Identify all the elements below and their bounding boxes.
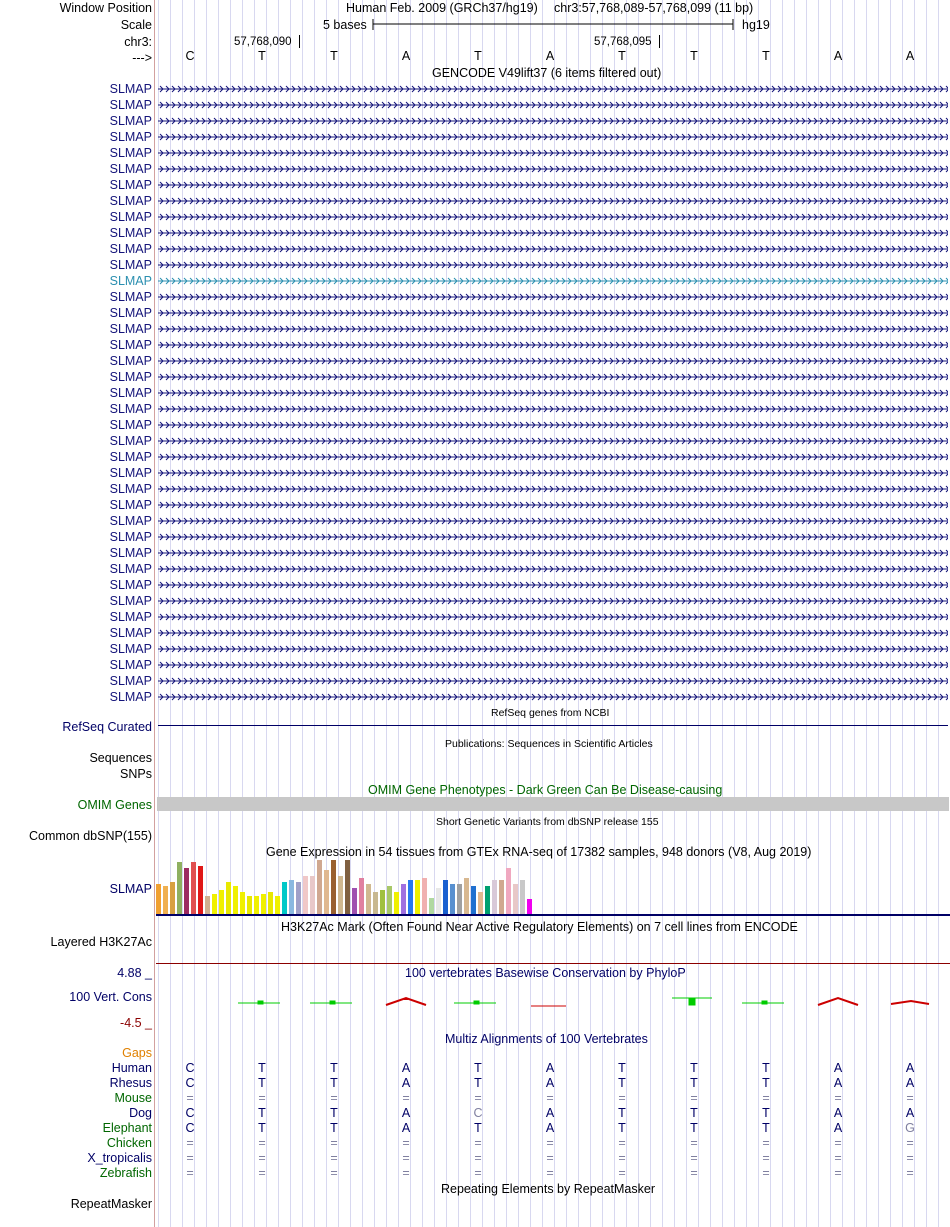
gencode-gene-label[interactable]: SLMAP	[109, 210, 152, 224]
multiz-base: =	[834, 1151, 842, 1165]
multiz-base: =	[762, 1136, 770, 1150]
multiz-base: =	[546, 1151, 554, 1165]
gencode-transcript[interactable]	[158, 516, 948, 526]
multiz-base: A	[401, 1061, 411, 1075]
gtex-title: Gene Expression in 54 tissues from GTEx RNA-seq of 17382 samples, 948 donors (V8, Aug 2019)	[266, 845, 812, 859]
gencode-gene-label[interactable]: SLMAP	[109, 562, 152, 576]
gtex-tissue-bar[interactable]	[387, 886, 392, 914]
assembly-text: Human Feb. 2009 (GRCh37/hg19)	[346, 1, 538, 15]
base-letter: T	[474, 49, 482, 63]
multiz-base: T	[330, 1121, 338, 1135]
scale-label: Scale	[120, 18, 152, 32]
base-letter: C	[185, 49, 195, 63]
multiz-base: T	[762, 1121, 770, 1135]
gencode-transcript[interactable]	[158, 356, 948, 366]
multiz-base: =	[546, 1166, 554, 1180]
gencode-gene-label[interactable]: SLMAP	[109, 578, 152, 592]
gencode-gene-label[interactable]: SLMAP	[109, 338, 152, 352]
gencode-transcript[interactable]	[158, 84, 948, 94]
multiz-base: T	[330, 1076, 338, 1090]
gtex-tissue-bar[interactable]	[366, 884, 371, 914]
gtex-tissue-bar[interactable]	[373, 892, 378, 914]
multiz-base: T	[618, 1106, 626, 1120]
gtex-label[interactable]: SLMAP	[109, 882, 152, 896]
multiz-base: =	[618, 1091, 626, 1105]
cons-label[interactable]: 100 Vert. Cons	[69, 990, 152, 1004]
multiz-base: T	[330, 1106, 338, 1120]
base-letter: T	[330, 49, 338, 63]
scale-text: 5 bases	[323, 18, 367, 32]
multiz-species-label[interactable]: Gaps	[122, 1046, 152, 1060]
gencode-transcript[interactable]	[158, 180, 948, 190]
gencode-gene-label[interactable]: SLMAP	[109, 290, 152, 304]
gencode-gene-label[interactable]: SLMAP	[109, 354, 152, 368]
gtex-tissue-bar[interactable]	[492, 880, 497, 914]
multiz-base: A	[545, 1061, 555, 1075]
gencode-transcript[interactable]	[158, 628, 948, 638]
gencode-gene-label[interactable]: SLMAP	[109, 610, 152, 624]
gencode-transcript[interactable]	[158, 436, 948, 446]
multiz-base: =	[474, 1166, 482, 1180]
gencode-gene-label[interactable]: SLMAP	[109, 242, 152, 256]
snp-label[interactable]: Common dbSNP(155)	[29, 829, 152, 843]
gtex-tissue-bar[interactable]	[415, 880, 420, 914]
multiz-base: G	[905, 1121, 915, 1135]
omim-label[interactable]: OMIM Genes	[77, 798, 152, 812]
gtex-tissue-bar[interactable]	[422, 878, 427, 914]
base-letter: A	[545, 49, 555, 63]
gencode-transcript[interactable]	[158, 532, 948, 542]
base-letter: T	[690, 49, 698, 63]
gencode-transcript[interactable]	[158, 244, 948, 254]
base-letter: A	[905, 49, 915, 63]
gtex-tissue-bar[interactable]	[380, 890, 385, 914]
gtex-tissue-bar[interactable]	[401, 884, 406, 914]
gencode-transcript[interactable]	[158, 196, 948, 206]
pubs-label-snps[interactable]: SNPs	[120, 767, 152, 781]
gtex-tissue-bar[interactable]	[394, 892, 399, 914]
pubs-label-sequences[interactable]: Sequences	[89, 751, 152, 765]
gencode-transcript[interactable]	[158, 404, 948, 414]
multiz-base: A	[401, 1076, 411, 1090]
multiz-base: T	[690, 1121, 698, 1135]
gtex-tissue-bar[interactable]	[506, 868, 511, 914]
multiz-base: =	[546, 1091, 554, 1105]
multiz-base: C	[185, 1106, 195, 1120]
gtex-tissue-bar[interactable]	[226, 882, 231, 914]
base-letter: T	[258, 49, 266, 63]
multiz-base: T	[690, 1076, 698, 1090]
multiz-base: =	[834, 1091, 842, 1105]
cons-min: -4.5 _	[120, 1016, 152, 1030]
gtex-tissue-bar[interactable]	[338, 876, 343, 914]
gencode-transcript[interactable]	[158, 228, 948, 238]
gtex-tissue-bar[interactable]	[408, 880, 413, 914]
refseq-intron-line[interactable]	[158, 725, 948, 726]
multiz-base: =	[474, 1151, 482, 1165]
multiz-base: T	[762, 1076, 770, 1090]
gencode-transcript[interactable]	[158, 500, 948, 510]
gencode-gene-label[interactable]: SLMAP	[109, 642, 152, 656]
gencode-transcript[interactable]	[158, 292, 948, 302]
gencode-transcript[interactable]	[158, 612, 948, 622]
multiz-base: A	[545, 1121, 555, 1135]
gtex-tissue-bar[interactable]	[464, 878, 469, 914]
gtex-tissue-bar[interactable]	[233, 886, 238, 914]
multiz-base: =	[330, 1166, 338, 1180]
gencode-gene-label[interactable]: SLMAP	[109, 162, 152, 176]
multiz-species-label[interactable]: Dog	[129, 1106, 152, 1120]
multiz-base: =	[402, 1136, 410, 1150]
pubs-title: Publications: Sequences in Scientific Articles	[445, 738, 653, 750]
gtex-tissue-bar[interactable]	[520, 880, 525, 914]
multiz-base: A	[545, 1076, 555, 1090]
multiz-base: =	[258, 1151, 266, 1165]
snp-title: Short Genetic Variants from dbSNP release 155	[436, 816, 659, 828]
gencode-gene-label[interactable]: SLMAP	[109, 450, 152, 464]
multiz-base: =	[690, 1091, 698, 1105]
gtex-tissue-bar[interactable]	[478, 892, 483, 914]
gencode-transcript[interactable]	[158, 308, 948, 318]
gencode-gene-label[interactable]: SLMAP	[109, 322, 152, 336]
gencode-transcript[interactable]	[158, 260, 948, 270]
multiz-base: =	[474, 1136, 482, 1150]
gtex-tissue-bar[interactable]	[170, 882, 175, 914]
multiz-base: =	[834, 1136, 842, 1150]
h3k-title: H3K27Ac Mark (Often Found Near Active Regulatory Elements) on 7 cell lines from ENCODE	[281, 920, 798, 934]
gtex-tissue-bar[interactable]	[268, 892, 273, 914]
gencode-gene-label[interactable]: SLMAP	[109, 546, 152, 560]
multiz-base: A	[833, 1061, 843, 1075]
base-letter: T	[618, 49, 626, 63]
gencode-gene-label[interactable]: SLMAP	[109, 274, 152, 288]
gtex-tissue-bar[interactable]	[219, 890, 224, 914]
strand-label: --->	[132, 51, 152, 65]
gencode-transcript[interactable]	[158, 148, 948, 158]
gencode-gene-label[interactable]: SLMAP	[109, 418, 152, 432]
coord-b-tick	[659, 35, 660, 48]
gencode-transcript[interactable]	[158, 116, 948, 126]
multiz-base: A	[905, 1106, 915, 1120]
multiz-base: =	[762, 1091, 770, 1105]
gencode-gene-label[interactable]: SLMAP	[109, 130, 152, 144]
multiz-base: T	[330, 1061, 338, 1075]
gtex-tissue-bar[interactable]	[450, 884, 455, 914]
multiz-base: T	[618, 1061, 626, 1075]
h3k-baseline	[156, 963, 950, 964]
h3k-label[interactable]: Layered H3K27Ac	[50, 935, 152, 949]
gencode-transcript[interactable]	[158, 340, 948, 350]
gencode-gene-label[interactable]: SLMAP	[109, 306, 152, 320]
gtex-baseline	[156, 914, 950, 916]
base-letter: A	[833, 49, 843, 63]
cons-title: 100 vertebrates Basewise Conservation by PhyloP	[405, 966, 686, 980]
multiz-base: A	[833, 1106, 843, 1120]
multiz-base: A	[833, 1121, 843, 1135]
multiz-base: =	[258, 1136, 266, 1150]
gtex-tissue-bar[interactable]	[254, 896, 259, 914]
multiz-base: =	[258, 1091, 266, 1105]
multiz-base: A	[833, 1076, 843, 1090]
gtex-tissue-bar[interactable]	[184, 868, 189, 914]
gencode-gene-label[interactable]: SLMAP	[109, 226, 152, 240]
gtex-tissue-bar[interactable]	[289, 880, 294, 914]
multiz-base: =	[330, 1136, 338, 1150]
db-text: hg19	[742, 18, 770, 32]
gencode-gene-label[interactable]: SLMAP	[109, 498, 152, 512]
multiz-base: T	[762, 1061, 770, 1075]
multiz-base: =	[690, 1136, 698, 1150]
gtex-tissue-bar[interactable]	[177, 862, 182, 914]
multiz-base: T	[258, 1061, 266, 1075]
multiz-species-label[interactable]: Chicken	[106, 1136, 152, 1150]
gencode-gene-label[interactable]: SLMAP	[109, 114, 152, 128]
multiz-base: A	[401, 1106, 411, 1120]
gencode-transcript[interactable]	[158, 452, 948, 462]
multiz-base: C	[185, 1076, 195, 1090]
multiz-species-label[interactable]: Mouse	[114, 1091, 152, 1105]
gtex-tissue-bar[interactable]	[359, 878, 364, 914]
gtex-tissue-bar[interactable]	[324, 870, 329, 914]
gencode-transcript[interactable]	[158, 324, 948, 334]
multiz-base: =	[690, 1151, 698, 1165]
gencode-gene-label[interactable]: SLMAP	[109, 194, 152, 208]
rmsk-label[interactable]: RepeatMasker	[70, 1197, 152, 1211]
gencode-gene-label[interactable]: SLMAP	[109, 674, 152, 688]
gencode-transcript[interactable]	[158, 484, 948, 494]
gencode-gene-label[interactable]: SLMAP	[109, 594, 152, 608]
gencode-gene-label[interactable]: SLMAP	[109, 402, 152, 416]
multiz-base: =	[906, 1091, 914, 1105]
multiz-base: =	[186, 1151, 194, 1165]
gtex-barchart[interactable]	[156, 860, 536, 914]
multiz-base: T	[690, 1061, 698, 1075]
gencode-gene-label[interactable]: SLMAP	[109, 514, 152, 528]
base-letter: A	[401, 49, 411, 63]
multiz-base: =	[402, 1166, 410, 1180]
gtex-tissue-bar[interactable]	[429, 898, 434, 914]
gtex-tissue-bar[interactable]	[275, 896, 280, 914]
gencode-transcript[interactable]	[158, 580, 948, 590]
multiz-base: =	[618, 1136, 626, 1150]
gencode-gene-label[interactable]: SLMAP	[109, 658, 152, 672]
gtex-tissue-bar[interactable]	[527, 899, 532, 914]
label-divider	[154, 0, 155, 1227]
multiz-base: A	[401, 1121, 411, 1135]
gencode-transcript[interactable]	[158, 468, 948, 478]
multiz-title: Multiz Alignments of 100 Vertebrates	[445, 1032, 648, 1046]
multiz-base: T	[474, 1121, 482, 1135]
gtex-tissue-bar[interactable]	[471, 886, 476, 914]
multiz-base: =	[762, 1151, 770, 1165]
gencode-gene-label[interactable]: SLMAP	[109, 466, 152, 480]
gtex-tissue-bar[interactable]	[261, 894, 266, 914]
gtex-tissue-bar[interactable]	[499, 880, 504, 914]
multiz-base: T	[762, 1106, 770, 1120]
multiz-base: A	[545, 1106, 555, 1120]
multiz-base: =	[618, 1151, 626, 1165]
gencode-transcript[interactable]	[158, 100, 948, 110]
gencode-gene-label[interactable]: SLMAP	[109, 370, 152, 384]
gencode-transcript[interactable]	[158, 564, 948, 574]
cons-max: 4.88 _	[117, 966, 152, 980]
gencode-gene-label[interactable]: SLMAP	[109, 690, 152, 704]
multiz-base: T	[474, 1076, 482, 1090]
gencode-gene-label[interactable]: SLMAP	[109, 626, 152, 640]
multiz-base: T	[618, 1076, 626, 1090]
multiz-base: =	[906, 1166, 914, 1180]
cons-wiggle[interactable]	[156, 990, 950, 1010]
multiz-base: C	[473, 1106, 483, 1120]
gencode-gene-label[interactable]: SLMAP	[109, 258, 152, 272]
gtex-tissue-bar[interactable]	[443, 880, 448, 914]
gencode-gene-label[interactable]: SLMAP	[109, 146, 152, 160]
multiz-base: =	[690, 1166, 698, 1180]
multiz-base: T	[258, 1106, 266, 1120]
multiz-base: =	[546, 1136, 554, 1150]
gencode-transcript[interactable]	[158, 388, 948, 398]
gencode-transcript[interactable]	[158, 276, 948, 286]
multiz-base: =	[330, 1091, 338, 1105]
gencode-transcript[interactable]	[158, 420, 948, 430]
multiz-base: C	[185, 1061, 195, 1075]
position-text[interactable]: chr3:57,768,089-57,768,099 (11 bp)	[554, 1, 754, 15]
gencode-transcript[interactable]	[158, 372, 948, 382]
multiz-base: T	[690, 1106, 698, 1120]
base-letter: T	[762, 49, 770, 63]
gencode-gene-label[interactable]: SLMAP	[109, 482, 152, 496]
multiz-base: =	[330, 1151, 338, 1165]
gtex-tissue-bar[interactable]	[317, 860, 322, 914]
gtex-tissue-bar[interactable]	[310, 876, 315, 914]
multiz-base: =	[834, 1166, 842, 1180]
multiz-base: =	[186, 1166, 194, 1180]
multiz-base: =	[186, 1091, 194, 1105]
gtex-tissue-bar[interactable]	[205, 896, 210, 914]
multiz-base: =	[762, 1166, 770, 1180]
gtex-tissue-bar[interactable]	[485, 886, 490, 914]
gencode-transcript[interactable]	[158, 596, 948, 606]
gencode-gene-label[interactable]: SLMAP	[109, 82, 152, 96]
refseq-title: RefSeq genes from NCBI	[491, 707, 610, 719]
gencode-transcript[interactable]	[158, 660, 948, 670]
multiz-base: =	[258, 1166, 266, 1180]
gencode-transcript[interactable]	[158, 212, 948, 222]
gtex-tissue-bar[interactable]	[352, 888, 357, 914]
rmsk-title: Repeating Elements by RepeatMasker	[441, 1182, 656, 1196]
coord-a-tick	[299, 35, 300, 48]
gtex-tissue-bar[interactable]	[436, 888, 441, 914]
gtex-tissue-bar[interactable]	[198, 866, 203, 914]
coord-a: 57,768,090	[234, 36, 292, 48]
multiz-base: =	[906, 1151, 914, 1165]
gencode-gene-label[interactable]: SLMAP	[109, 386, 152, 400]
gtex-tissue-bar[interactable]	[513, 884, 518, 914]
gtex-tissue-bar[interactable]	[303, 876, 308, 914]
multiz-base: =	[474, 1091, 482, 1105]
chrom-label: chr3:	[124, 35, 152, 49]
gtex-tissue-bar[interactable]	[345, 860, 350, 914]
gtex-tissue-bar[interactable]	[331, 860, 336, 914]
omim-title: OMIM Gene Phenotypes - Dark Green Can Be Disease-causing	[368, 783, 723, 797]
refseq-label[interactable]: RefSeq Curated	[62, 720, 152, 734]
gtex-tissue-bar[interactable]	[282, 882, 287, 914]
coord-b: 57,768,095	[594, 36, 652, 48]
multiz-base: T	[258, 1076, 266, 1090]
gencode-gene-label[interactable]: SLMAP	[109, 434, 152, 448]
scale-bar	[370, 17, 738, 31]
omim-feature[interactable]	[157, 797, 949, 811]
gencode-transcript[interactable]	[158, 132, 948, 142]
multiz-base: A	[905, 1076, 915, 1090]
gtex-tissue-bar[interactable]	[191, 862, 196, 914]
multiz-base: T	[474, 1061, 482, 1075]
multiz-base: =	[186, 1136, 194, 1150]
gtex-tissue-bar[interactable]	[212, 894, 217, 914]
gtex-tissue-bar[interactable]	[296, 882, 301, 914]
multiz-species-label[interactable]: Elephant	[102, 1121, 152, 1135]
gencode-transcript[interactable]	[158, 692, 948, 702]
gtex-tissue-bar[interactable]	[240, 892, 245, 914]
multiz-base: =	[618, 1166, 626, 1180]
multiz-base: =	[402, 1151, 410, 1165]
multiz-base: T	[618, 1121, 626, 1135]
gtex-tissue-bar[interactable]	[247, 896, 252, 914]
multiz-base: A	[905, 1061, 915, 1075]
multiz-base: =	[402, 1091, 410, 1105]
multiz-base: T	[258, 1121, 266, 1135]
gtex-tissue-bar[interactable]	[156, 884, 161, 914]
gencode-title: GENCODE V49lift37 (6 items filtered out)	[432, 66, 662, 80]
gencode-transcript[interactable]	[158, 644, 948, 654]
gtex-tissue-bar[interactable]	[457, 884, 462, 914]
gencode-transcript[interactable]	[158, 676, 948, 686]
gencode-gene-label[interactable]: SLMAP	[109, 98, 152, 112]
gtex-tissue-bar[interactable]	[163, 886, 168, 914]
gencode-gene-label[interactable]: SLMAP	[109, 178, 152, 192]
multiz-species-label[interactable]: X_tropicalis	[87, 1151, 152, 1165]
multiz-species-label[interactable]: Zebrafish	[99, 1166, 152, 1180]
window-position-label: Window Position	[59, 1, 152, 15]
gencode-transcript[interactable]	[158, 164, 948, 174]
multiz-base: =	[906, 1136, 914, 1150]
multiz-base: C	[185, 1121, 195, 1135]
multiz-species-label[interactable]: Rhesus	[109, 1076, 152, 1090]
multiz-species-label[interactable]: Human	[111, 1061, 152, 1075]
gencode-transcript[interactable]	[158, 548, 948, 558]
gencode-gene-label[interactable]: SLMAP	[109, 530, 152, 544]
